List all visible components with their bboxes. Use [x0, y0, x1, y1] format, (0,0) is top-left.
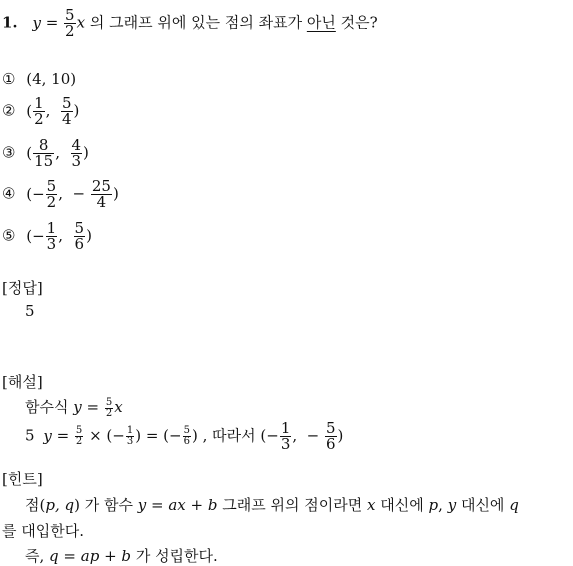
explanation-line-2: 5 y = $\frac{5}{2}$ × (− $\frac{1}{3}$ ) = (− $\frac{5}{6}$ ) , 따라서 (− $\frac{1}{3}$ , − $\frac{5}{6}$ ): [25, 419, 344, 453]
hint-label: [힌트]: [2, 470, 43, 488]
choice-2-marker: ②: [2, 101, 16, 120]
choice-5-marker: ⑤: [2, 226, 16, 245]
answer-value: 5: [25, 302, 35, 320]
choice-5[interactable]: ⑤ (− $\frac{1}{3}$ , $\frac{5}{6}$ ): [2, 219, 92, 253]
choice-3[interactable]: ③ ( $\frac{8}{15}$ , $\frac{4}{3}$ ): [2, 136, 89, 170]
question-number: 1.: [2, 13, 18, 32]
choice-1[interactable]: [2, 70, 76, 88]
hint-line-2: 를 대입한다.: [2, 522, 84, 540]
choice-1-text: (4, 10): [26, 70, 77, 88]
choice-1-marker: ①: [2, 70, 16, 88]
explanation-line-1: 함수식 y = $\frac{5}{2}$ x: [25, 396, 123, 419]
question-line: 1. y = $\frac{5}{2}$ x 의 그래프 위에 있는 점의 좌표가 아닌 것은?: [2, 6, 378, 40]
choice-4-marker: ④: [2, 184, 16, 203]
choice-3-marker: ③: [2, 143, 16, 162]
hint-line-3: 즉, q = ap + b 가 성립한다.: [25, 547, 218, 565]
answer-label: [정답]: [2, 279, 43, 297]
question-text: 의 그래프 위에 있는 점의 좌표가: [89, 13, 303, 32]
choice-2[interactable]: ② ( $\frac{1}{2}$ , $\frac{5}{4}$ ): [2, 94, 80, 128]
explanation-label: [해설]: [2, 373, 43, 391]
choice-4[interactable]: ④ (− $\frac{5}{2}$ , − $\frac{25}{4}$ ): [2, 177, 119, 211]
question-suffix: 것은?: [340, 13, 378, 32]
question-underlined: 아닌: [306, 13, 336, 32]
hint-line-1: 점(p, q) 가 함수 y = ax + b 그래프 위의 점이라면 x 대신에 p, y 대신에 q: [25, 496, 519, 514]
